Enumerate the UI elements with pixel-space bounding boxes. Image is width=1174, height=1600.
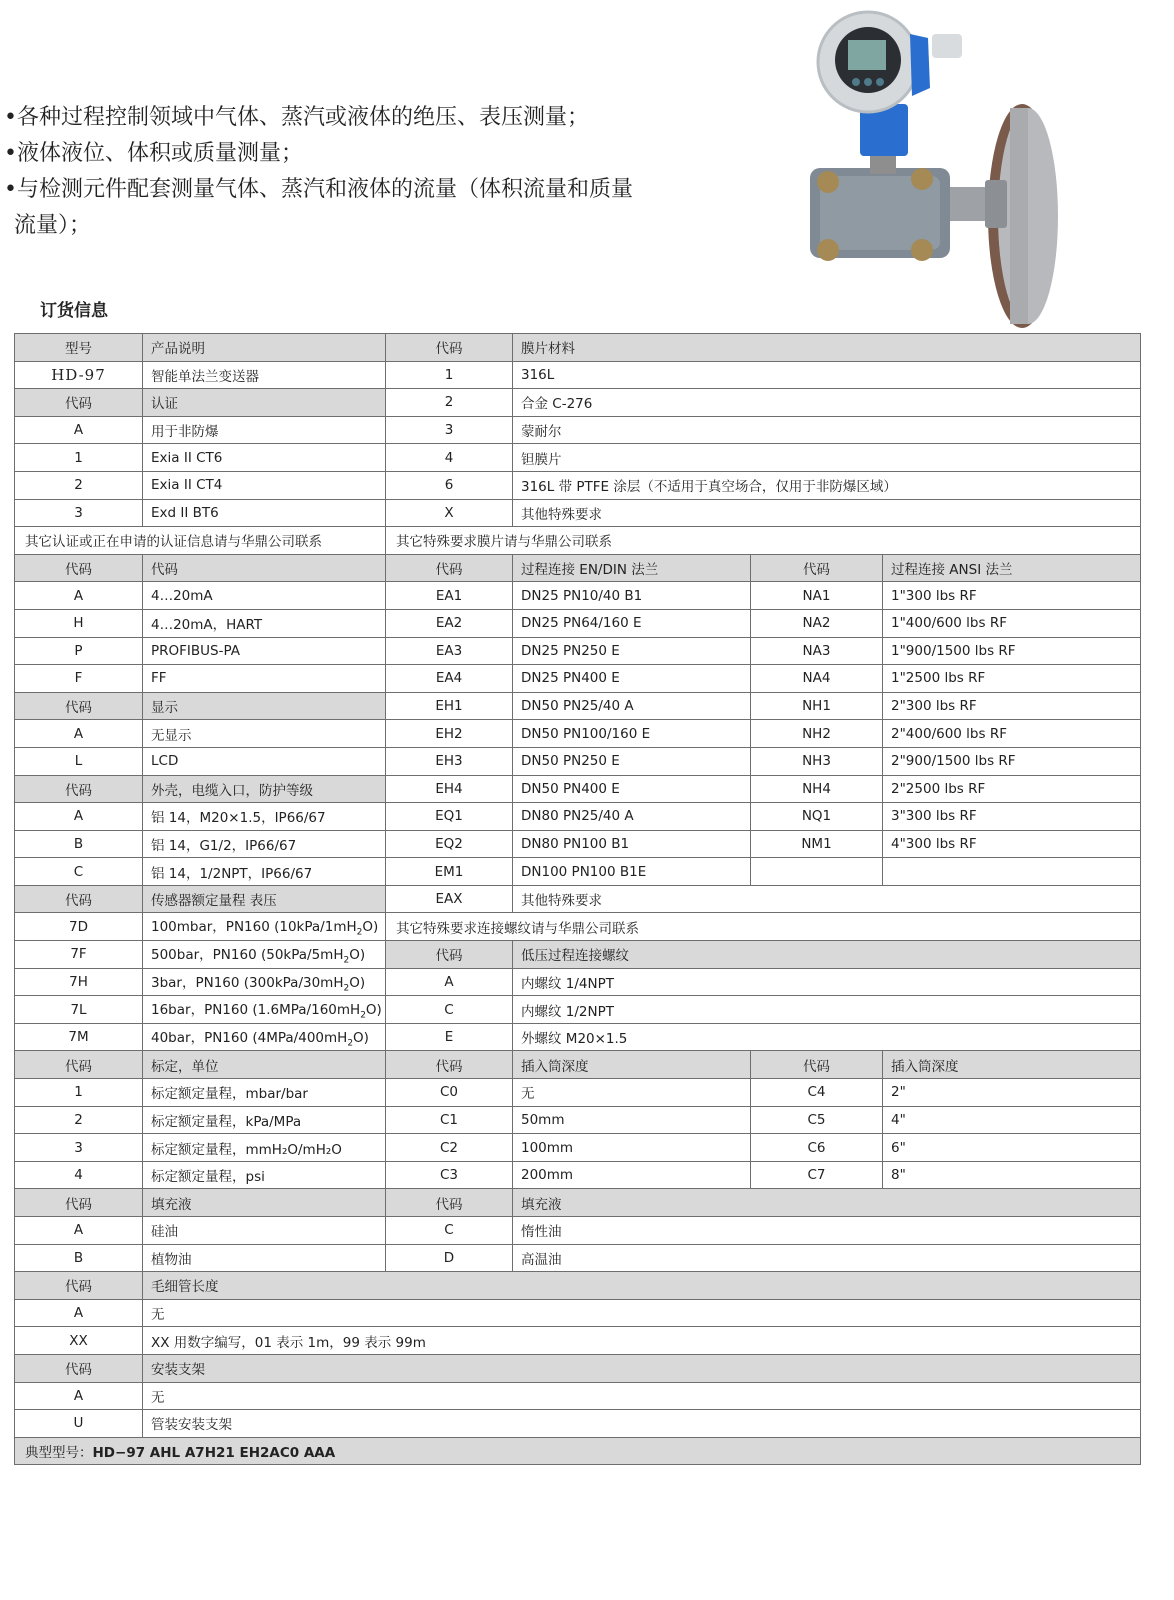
table-row [15, 361, 1141, 389]
calibration-code: 3 [15, 1134, 143, 1162]
table-row [15, 885, 1141, 913]
product-image [800, 4, 1070, 330]
cert-code: 3 [15, 499, 143, 527]
flange-en-desc: DN80 PN100 B1 [513, 830, 751, 858]
table-row [15, 720, 1141, 748]
display-code: L [15, 747, 143, 775]
insertion-code-2: C4 [751, 1079, 883, 1107]
bullet-item: •液体液位、体积或质量测量； [4, 141, 303, 166]
housing-desc: 铝 14，M20×1.5，IP66/67 [143, 803, 386, 831]
output-header-desc: 代码 [143, 554, 386, 582]
bracket-header-desc: 安装支架 [143, 1354, 1141, 1382]
table-row [15, 1161, 1141, 1189]
range-code: 7D [15, 913, 143, 941]
bracket-header-code: 代码 [15, 1354, 143, 1382]
range-desc: 16bar，PN160 $(1.6MPa/160mH_2O)$ [143, 996, 386, 1024]
range-desc: 40bar，PN160 $(4MPa/400mH_2O)$ [143, 1023, 386, 1051]
flange-en-code: EH1 [386, 692, 513, 720]
flange-en-desc: DN25 PN400 E [513, 665, 751, 693]
calibration-header-code: 代码 [15, 1051, 143, 1079]
fill-header-code-2: 代码 [386, 1189, 513, 1217]
range-header-code: 代码 [15, 885, 143, 913]
housing-desc: 铝 14，1/2NPT，IP66/67 [143, 858, 386, 886]
insertion-code-2: C5 [751, 1106, 883, 1134]
calibration-code: 1 [15, 1079, 143, 1107]
fill-code: A [15, 1217, 143, 1245]
display-desc: 无显示 [143, 720, 386, 748]
output-code: A [15, 582, 143, 610]
output-header-code: 代码 [15, 554, 143, 582]
cert-code: 1 [15, 444, 143, 472]
flange-ansi-desc: 1"300 lbs RF [883, 582, 1141, 610]
flange-ansi-desc: 4"300 lbs RF [883, 830, 1141, 858]
table-row [15, 582, 1141, 610]
insertion-desc-2: 6" [883, 1134, 1141, 1162]
table-row [15, 775, 1141, 803]
table-row [15, 609, 1141, 637]
flange-ansi-code: NA2 [751, 609, 883, 637]
range-code: 7L [15, 996, 143, 1024]
table-row [15, 941, 1141, 969]
table-row [15, 1327, 1141, 1355]
range-desc: 3bar，PN160 $(300kPa/30mH_2O)$ [143, 968, 386, 996]
flange-en-code: EQ2 [386, 830, 513, 858]
fill-header-desc: 填充液 [143, 1189, 386, 1217]
cert-desc: 用于非防爆 [143, 416, 386, 444]
calibration-code: 4 [15, 1161, 143, 1189]
table-row [15, 1023, 1141, 1051]
flange-ansi-code: NH1 [751, 692, 883, 720]
diaphragm-code: 6 [386, 471, 513, 499]
fill-desc: 植物油 [143, 1244, 386, 1272]
bracket-code: U [15, 1410, 143, 1438]
output-code: F [15, 665, 143, 693]
diaphragm-header-code: 代码 [386, 334, 513, 362]
flange-other-code: EAX [386, 885, 513, 913]
thread-code: A [386, 968, 513, 996]
bullet-item-continuation: 流量）； [14, 213, 92, 238]
diaphragm-desc: 合金 C-276 [513, 389, 1141, 417]
output-desc: FF [143, 665, 386, 693]
flange-ansi-code [751, 858, 883, 886]
housing-header-desc: 外壳，电缆入口，防护等级 [143, 775, 386, 803]
flange-ansi-desc: 1"400/600 lbs RF [883, 609, 1141, 637]
diaphragm-desc: 316L [513, 361, 1141, 389]
flange-en-code: EH4 [386, 775, 513, 803]
flange-ansi-code: NH4 [751, 775, 883, 803]
thread-desc: 外螺纹 M20×1.5 [513, 1023, 1141, 1051]
fill-code: B [15, 1244, 143, 1272]
diaphragm-code: 3 [386, 416, 513, 444]
output-desc: 4…20mA [143, 582, 386, 610]
display-desc: LCD [143, 747, 386, 775]
flange-ansi-desc [883, 858, 1141, 886]
insertion-header-desc-2: 插入筒深度 [883, 1051, 1141, 1079]
thread-desc: 内螺纹 1/4NPT [513, 968, 1141, 996]
intro-bullets [4, 100, 724, 244]
insertion-desc: 50mm [513, 1106, 751, 1134]
bracket-code: A [15, 1382, 143, 1410]
insertion-desc: 100mm [513, 1134, 751, 1162]
fill-desc-2: 惰性油 [513, 1217, 1141, 1245]
fill-header-code: 代码 [15, 1189, 143, 1217]
flange-ansi-desc: 2"2500 lbs RF [883, 775, 1141, 803]
flange-en-desc: DN50 PN25/40 A [513, 692, 751, 720]
calibration-desc: 标定额定量程，mbar/bar [143, 1079, 386, 1107]
table-row [15, 858, 1141, 886]
flange-en-code: EA4 [386, 665, 513, 693]
flange-ansi-desc: 2"900/1500 lbs RF [883, 747, 1141, 775]
flange-en-code: EA1 [386, 582, 513, 610]
housing-header-code: 代码 [15, 775, 143, 803]
thread-code: E [386, 1023, 513, 1051]
table-row [15, 830, 1141, 858]
insertion-desc: 无 [513, 1079, 751, 1107]
flange-en-code: EH3 [386, 747, 513, 775]
flange-en-header-desc: 过程连接 EN/DIN 法兰 [513, 554, 751, 582]
table-row [15, 637, 1141, 665]
diaphragm-header-desc: 膜片材料 [513, 334, 1141, 362]
flange-ansi-desc: 1"2500 lbs RF [883, 665, 1141, 693]
table-row [15, 1244, 1141, 1272]
flange-en-desc: DN100 PN100 B1E [513, 858, 751, 886]
cert-header-desc: 认证 [143, 389, 386, 417]
insertion-desc-2: 4" [883, 1106, 1141, 1134]
display-header-code: 代码 [15, 692, 143, 720]
thread-desc: 内螺纹 1/2NPT [513, 996, 1141, 1024]
bullet-item: •各种过程控制领域中气体、蒸汽或液体的绝压、表压测量； [4, 105, 589, 130]
fill-desc-2: 高温油 [513, 1244, 1141, 1272]
capillary-desc: XX 用数字编写，01 表示 1m，99 表示 99m [143, 1327, 1141, 1355]
diaphragm-code: 4 [386, 444, 513, 472]
insertion-code: C1 [386, 1106, 513, 1134]
flange-en-code: EH2 [386, 720, 513, 748]
table-row [15, 334, 1141, 362]
range-desc: 100mbar，PN160 $(10kPa/1mH_2O)$ [143, 913, 386, 941]
insertion-desc-2: 2" [883, 1079, 1141, 1107]
model-code: HD-97 [15, 361, 143, 389]
fill-code-2: D [386, 1244, 513, 1272]
table-row [15, 1217, 1141, 1245]
flange-ansi-header-desc: 过程连接 ANSI 法兰 [883, 554, 1141, 582]
thread-code: C [386, 996, 513, 1024]
table-row [15, 1134, 1141, 1162]
flange-en-code: EM1 [386, 858, 513, 886]
flange-ansi-desc: 3"300 lbs RF [883, 803, 1141, 831]
output-desc: 4…20mA，HART [143, 609, 386, 637]
typical-model-label: 典型型号： [25, 1445, 93, 1462]
diaphragm-desc: 蒙耐尔 [513, 416, 1141, 444]
thread-header-desc: 低压过程连接螺纹 [513, 941, 1141, 969]
flange-ansi-code: NA3 [751, 637, 883, 665]
cert-code: A [15, 416, 143, 444]
flange-en-desc: DN80 PN25/40 A [513, 803, 751, 831]
capillary-desc: 无 [143, 1299, 1141, 1327]
model-desc: 智能单法兰变送器 [143, 361, 386, 389]
display-code: A [15, 720, 143, 748]
bracket-desc: 无 [143, 1382, 1141, 1410]
range-code: 7F [15, 941, 143, 969]
table-row [15, 1354, 1141, 1382]
bracket-desc: 管装安装支架 [143, 1410, 1141, 1438]
flange-ansi-desc: 2"300 lbs RF [883, 692, 1141, 720]
output-code: P [15, 637, 143, 665]
table-row [15, 1410, 1141, 1438]
thread-header-code: 代码 [386, 941, 513, 969]
calibration-code: 2 [15, 1106, 143, 1134]
insertion-code-2: C6 [751, 1134, 883, 1162]
table-row [15, 527, 1141, 555]
diaphragm-code: X [386, 499, 513, 527]
flange-note: 其它特殊要求连接螺纹请与华鼎公司联系 [386, 913, 1141, 941]
flange-ansi-code: NH3 [751, 747, 883, 775]
section-title: 订货信息 [40, 301, 108, 321]
table-row [15, 913, 1141, 941]
flange-ansi-desc: 1"900/1500 lbs RF [883, 637, 1141, 665]
typical-model-row [15, 1437, 1141, 1465]
flange-en-desc: DN25 PN64/160 E [513, 609, 751, 637]
insertion-code: C2 [386, 1134, 513, 1162]
output-code: H [15, 609, 143, 637]
insertion-header-desc: 插入筒深度 [513, 1051, 751, 1079]
model-header-code: 型号 [15, 334, 143, 362]
calibration-desc: 标定额定量程，psi [143, 1161, 386, 1189]
insertion-code: C0 [386, 1079, 513, 1107]
calibration-desc: 标定额定量程，kPa/MPa [143, 1106, 386, 1134]
table-row [15, 1299, 1141, 1327]
bullet-item: •与检测元件配套测量气体、蒸汽和液体的流量（体积流量和质量 [4, 177, 633, 202]
diaphragm-code: 2 [386, 389, 513, 417]
table-row [15, 1382, 1141, 1410]
range-header-desc: 传感器额定量程 表压 [143, 885, 386, 913]
fill-code-2: C [386, 1217, 513, 1245]
cert-desc: Exd II BT6 [143, 499, 386, 527]
flange-en-code: EQ1 [386, 803, 513, 831]
flange-ansi-code: NA4 [751, 665, 883, 693]
fill-header-desc-2: 填充液 [513, 1189, 1141, 1217]
diaphragm-note: 其它特殊要求膜片请与华鼎公司联系 [386, 527, 1141, 555]
table-row [15, 1106, 1141, 1134]
cert-code: 2 [15, 471, 143, 499]
flange-en-header-code: 代码 [386, 554, 513, 582]
capillary-code: A [15, 1299, 143, 1327]
range-code: 7H [15, 968, 143, 996]
model-header-desc: 产品说明 [143, 334, 386, 362]
table-row [15, 996, 1141, 1024]
flange-ansi-code: NQ1 [751, 803, 883, 831]
table-row [15, 803, 1141, 831]
typical-model-value: HD−97 AHL A7H21 EH2AC0 AAA [92, 1445, 336, 1462]
cert-desc: Exia II CT4 [143, 471, 386, 499]
flange-en-desc: DN50 PN250 E [513, 747, 751, 775]
diaphragm-desc: 钽膜片 [513, 444, 1141, 472]
flange-ansi-header-code: 代码 [751, 554, 883, 582]
insertion-desc: 200mm [513, 1161, 751, 1189]
diaphragm-desc: 316L 带 PTFE 涂层（不适用于真空场合，仅用于非防爆区域） [513, 471, 1141, 499]
capillary-header-code: 代码 [15, 1272, 143, 1300]
flange-en-desc: DN25 PN10/40 B1 [513, 582, 751, 610]
insertion-header-code: 代码 [386, 1051, 513, 1079]
flange-other-desc: 其他特殊要求 [513, 885, 1141, 913]
flange-ansi-code: NM1 [751, 830, 883, 858]
capillary-header-desc: 毛细管长度 [143, 1272, 1141, 1300]
capillary-code: XX [15, 1327, 143, 1355]
ordering-table [14, 333, 1141, 1465]
table-row [15, 499, 1141, 527]
diaphragm-code: 1 [386, 361, 513, 389]
table-row [15, 1272, 1141, 1300]
typical-model [15, 1437, 1141, 1465]
table-row [15, 1051, 1141, 1079]
flange-en-desc: DN25 PN250 E [513, 637, 751, 665]
table-row [15, 554, 1141, 582]
table-row [15, 747, 1141, 775]
flange-en-code: EA3 [386, 637, 513, 665]
housing-desc: 铝 14，G1/2，IP66/67 [143, 830, 386, 858]
table-row [15, 444, 1141, 472]
flange-ansi-desc: 2"400/600 lbs RF [883, 720, 1141, 748]
diaphragm-desc: 其他特殊要求 [513, 499, 1141, 527]
insertion-header-code-2: 代码 [751, 1051, 883, 1079]
table-row [15, 389, 1141, 417]
flange-en-code: EA2 [386, 609, 513, 637]
flange-ansi-code: NH2 [751, 720, 883, 748]
output-desc: PROFIBUS-PA [143, 637, 386, 665]
housing-code: A [15, 803, 143, 831]
table-row [15, 968, 1141, 996]
table-row [15, 1189, 1141, 1217]
calibration-header-desc: 标定，单位 [143, 1051, 386, 1079]
flange-en-desc: DN50 PN400 E [513, 775, 751, 803]
table-row [15, 692, 1141, 720]
table-row [15, 416, 1141, 444]
table-row [15, 471, 1141, 499]
flange-en-desc: DN50 PN100/160 E [513, 720, 751, 748]
range-desc: 500bar，PN160 $(50kPa/5mH_2O)$ [143, 941, 386, 969]
calibration-desc: 标定额定量程，mmH₂O/mH₂O [143, 1134, 386, 1162]
cert-note: 其它认证或正在申请的认证信息请与华鼎公司联系 [15, 527, 386, 555]
range-code: 7M [15, 1023, 143, 1051]
housing-code: B [15, 830, 143, 858]
cert-header-code: 代码 [15, 389, 143, 417]
table-row [15, 665, 1141, 693]
display-header-desc: 显示 [143, 692, 386, 720]
housing-code: C [15, 858, 143, 886]
table-row [15, 1079, 1141, 1107]
fill-desc: 硅油 [143, 1217, 386, 1245]
cert-desc: Exia II CT6 [143, 444, 386, 472]
insertion-code-2: C7 [751, 1161, 883, 1189]
insertion-desc-2: 8" [883, 1161, 1141, 1189]
flange-ansi-code: NA1 [751, 582, 883, 610]
insertion-code: C3 [386, 1161, 513, 1189]
